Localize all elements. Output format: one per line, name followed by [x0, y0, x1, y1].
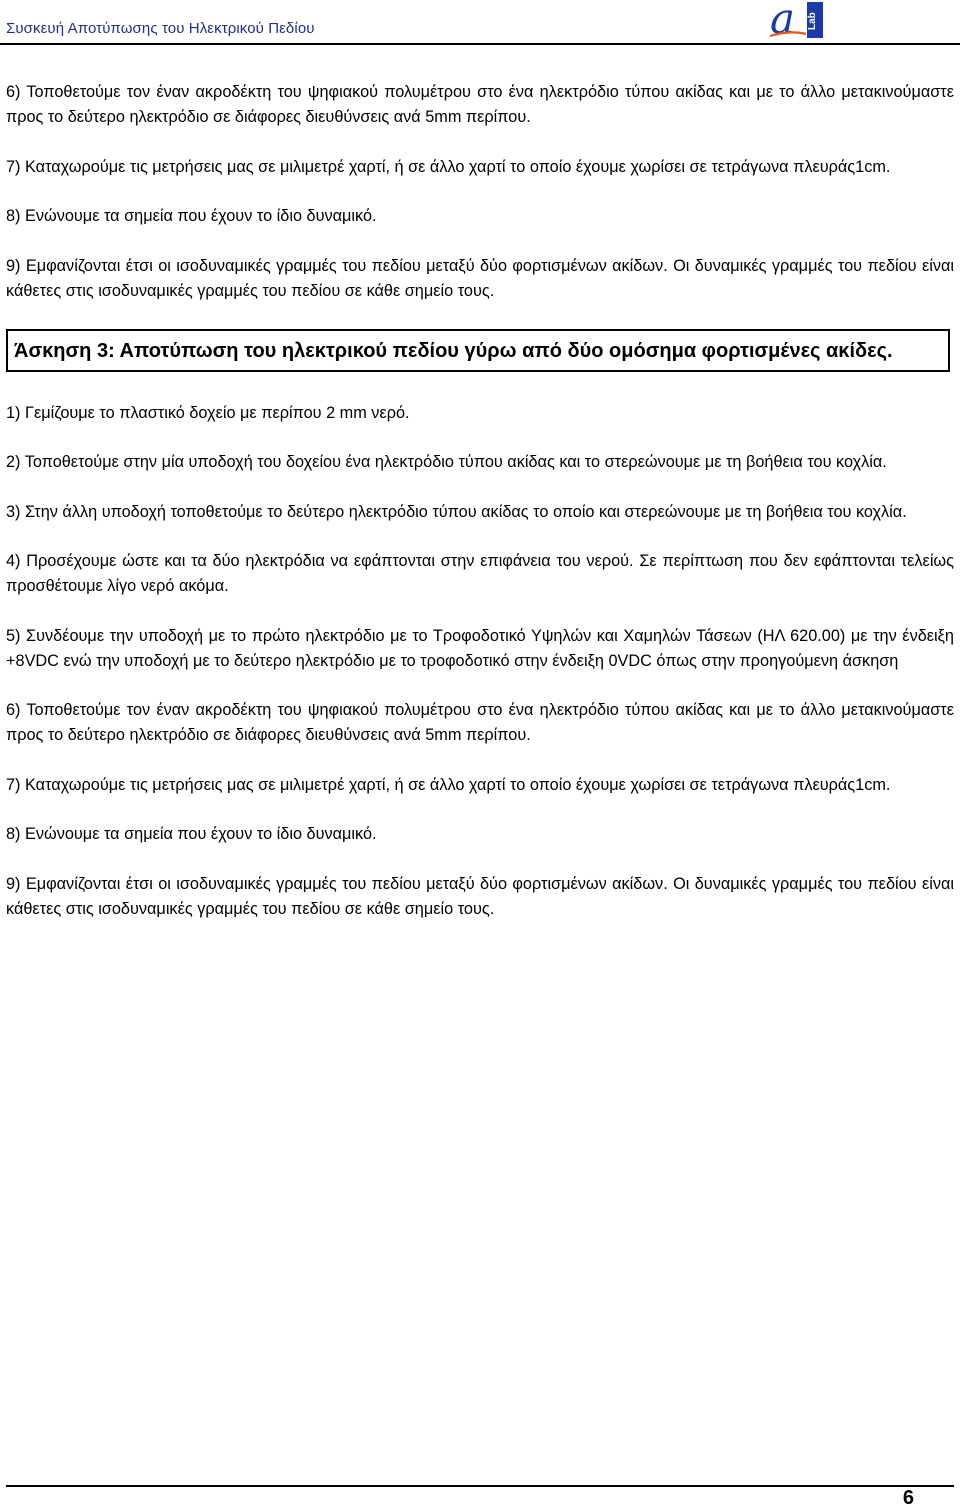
step-paragraph: 7) Καταχωρούμε τις μετρήσεις μας σε μιλιμετρέ χαρτί, ή σε άλλο χαρτί το οποίο έχουμε χωρίσει σε τετράγωνα πλευράς1cm.: [6, 775, 891, 794]
logo-text: Lab: [807, 12, 818, 30]
exercise-title: Άσκηση 3: Αποτύπωση του ηλεκτρικού πεδίου γύρω από δύο ομόσημα φορτισμένες ακίδες.: [14, 339, 893, 362]
step-paragraph: 6) Τοποθετούμε τον έναν ακροδέκτη του ψηφιακού πολυμέτρου στο ένα ηλεκτρόδιο τύπου ακίδας και με το άλλο μετακινούμαστε προς το δεύτερο ηλεκτρόδιο σε διάφορες διευθύνσεις ανά 5mm περίπου.: [6, 83, 954, 126]
step-paragraph: 6) Τοποθετούμε τον έναν ακροδέκτη του ψηφιακού πολυμέτρου στο ένα ηλεκτρόδιο τύπου ακίδας και με το άλλο μετακινούμαστε προς το δεύτερο ηλεκτρόδιο σε διάφορες διευθύνσεις ανά 5mm περίπου.: [6, 701, 954, 744]
page-header: [0, 0, 960, 44]
step-paragraph: 5) Συνδέουμε την υποδοχή με το πρώτο ηλεκτρόδιο με το Τροφοδοτικό Υψηλών και Χαμηλών Τάσεων (ΗΛ 620.00) με την ένδειξη +8VDC ενώ την υποδοχή με το δεύτερο ηλεκτρόδιο με το τροφοδοτικό στην ένδειξη 0VDC όπως στην προηγούμενη άσκηση: [6, 626, 954, 670]
step-paragraph: 3) Στην άλλη υποδοχή τοποθετούμε το δεύτερο ηλεκτρόδιο τύπου ακίδας το οποίο και στερεώνουμε με τη βοήθεια του κοχλία.: [6, 502, 907, 521]
alab-logo: [766, 0, 824, 40]
step-paragraph: 8) Ενώνουμε τα σημεία που έχουν το ίδιο δυναμικό.: [6, 825, 377, 843]
footer-rule: [6, 1485, 954, 1487]
step-paragraph: 7) Καταχωρούμε τις μετρήσεις μας σε μιλιμετρέ χαρτί, ή σε άλλο χαρτί το οποίο έχουμε χωρίσει σε τετράγωνα πλευράς1cm.: [6, 157, 891, 176]
step-paragraph: 4) Προσέχουμε ώστε και τα δύο ηλεκτρόδια να εφάπτονται στην επιφάνεια του νερού. Σε περίπτωση που δεν εφάπτονται τελείως προσθέτουμε λίγο νερό ακόμα.: [6, 552, 954, 595]
page-number: 6: [902, 1487, 914, 1509]
logo-letter: a: [770, 0, 796, 40]
step-paragraph: 8) Ενώνουμε τα σημεία που έχουν το ίδιο δυναμικό.: [6, 207, 377, 225]
step-paragraph: 1) Γεμίζουμε το πλαστικό δοχείο με περίπου 2 mm νερό.: [6, 403, 410, 422]
step-paragraph: 9) Εμφανίζονται έτσι οι ισοδυναμικές γραμμές του πεδίου μεταξύ δύο φορτισμένων ακίδων. Οι δυναμικές γραμμές του πεδίου είναι κάθετες στις ισοδυναμικές γραμμές του πεδίου σε κάθε σημείο τους.: [6, 256, 954, 300]
step-paragraph: 9) Εμφανίζονται έτσι οι ισοδυναμικές γραμμές του πεδίου μεταξύ δύο φορτισμένων ακίδων. Οι δυναμικές γραμμές του πεδίου είναι κάθετες στις ισοδυναμικές γραμμές του πεδίου σε κάθε σημείο τους.: [6, 874, 954, 918]
step-paragraph: 2) Τοποθετούμε στην μία υποδοχή του δοχείου ένα ηλεκτρόδιο τύπου ακίδας και το στερεώνουμε με τη βοήθεια του κοχλία.: [6, 453, 887, 471]
document-body: [6, 80, 954, 946]
header-title: Συσκευή Αποτύπωσης του Ηλεκτρικού Πεδίου: [6, 20, 315, 37]
exercise-title-box: [6, 329, 950, 372]
header-rule: [0, 43, 960, 45]
